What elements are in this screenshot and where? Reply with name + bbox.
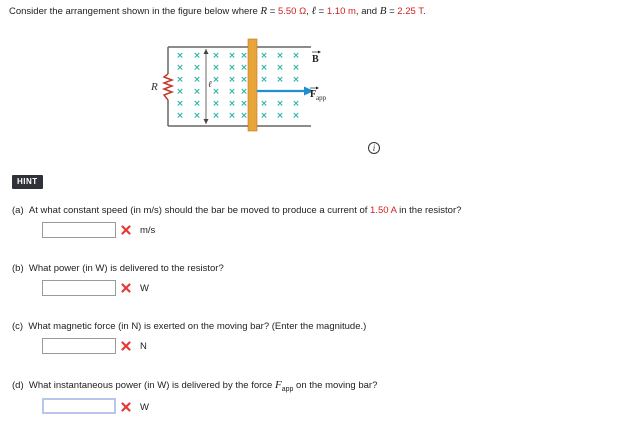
sep2: , and xyxy=(355,6,380,17)
info-icon[interactable]: i xyxy=(368,142,380,154)
sep1: , xyxy=(306,6,312,17)
l-value: 1.10 m xyxy=(326,6,356,17)
question-d-text-post: on the moving bar? xyxy=(293,380,378,391)
field-x-mark: × xyxy=(260,75,268,85)
incorrect-icon xyxy=(121,402,131,412)
question-a-text-post: in the resistor? xyxy=(396,205,462,216)
field-x-mark: × xyxy=(212,99,220,109)
field-x-mark: × xyxy=(276,51,284,61)
question-a-text-pre: At what constant speed (in m/s) should the bar be moved to produce a current of xyxy=(28,205,371,216)
field-x-mark: × xyxy=(240,75,248,85)
field-x-mark: × xyxy=(260,111,268,121)
field-x-mark: × xyxy=(212,51,220,61)
fapp-label: F xyxy=(310,89,317,100)
incorrect-icon xyxy=(121,225,131,235)
l-eq: = xyxy=(316,6,327,17)
incorrect-icon xyxy=(121,341,131,351)
field-x-mark: × xyxy=(260,99,268,109)
field-x-mark: × xyxy=(193,87,201,97)
hint-button[interactable]: HINT xyxy=(12,175,43,189)
field-x-mark: × xyxy=(176,51,184,61)
question-b-text: What power (in W) is delivered to the resistor? xyxy=(28,263,224,274)
field-x-mark: × xyxy=(176,63,184,73)
question-d xyxy=(12,379,377,393)
field-x-mark: × xyxy=(193,111,201,121)
unit-d: W xyxy=(140,402,149,413)
l-symbol: ℓ xyxy=(311,5,317,17)
b-eq: = xyxy=(386,6,398,17)
r-symbol: R xyxy=(260,5,268,17)
field-x-mark: × xyxy=(176,99,184,109)
question-a-label: (a) xyxy=(12,205,24,216)
field-x-mark: × xyxy=(228,51,236,61)
field-x-mark: × xyxy=(176,111,184,121)
circuit-diagram xyxy=(146,38,336,132)
field-x-mark: × xyxy=(292,99,300,109)
question-a-current: 1.50 A xyxy=(370,205,397,216)
f-vector-head xyxy=(316,87,319,90)
answer-b-input[interactable] xyxy=(42,280,116,296)
unit-c: N xyxy=(140,341,147,352)
field-x-mark: × xyxy=(276,111,284,121)
field-x-mark: × xyxy=(240,87,248,97)
field-x-mark: × xyxy=(212,75,220,85)
force-symbol: F xyxy=(274,379,282,391)
field-x-mark: × xyxy=(176,87,184,97)
problem-intro: Consider the arrangement shown in the figure below where xyxy=(9,6,261,17)
field-x-mark: × xyxy=(276,99,284,109)
field-x-mark: × xyxy=(292,51,300,61)
question-b xyxy=(12,263,224,274)
problem-statement xyxy=(9,5,426,17)
field-x-mark: × xyxy=(228,63,236,73)
resistor-icon xyxy=(164,74,172,100)
field-x-mark: × xyxy=(193,63,201,73)
magnetic-field-marks xyxy=(176,51,300,121)
field-x-mark: × xyxy=(193,75,201,85)
b-symbol: B xyxy=(379,5,387,17)
r-value: 5.50 Ω xyxy=(277,6,307,17)
question-d-label: (d) xyxy=(12,380,24,391)
answer-c-input[interactable] xyxy=(42,338,116,354)
question-d-text-pre: What instantaneous power (in W) is delivered by the force xyxy=(28,380,275,391)
fapp-sub: app xyxy=(316,94,327,102)
field-x-mark: × xyxy=(260,51,268,61)
field-x-mark: × xyxy=(193,51,201,61)
field-x-mark: × xyxy=(228,99,236,109)
answer-d-input[interactable] xyxy=(42,398,116,414)
field-x-mark: × xyxy=(228,87,236,97)
field-x-mark: × xyxy=(212,111,220,121)
field-x-mark: × xyxy=(212,63,220,73)
length-arrow-down xyxy=(204,119,209,124)
field-x-mark: × xyxy=(240,99,248,109)
field-x-mark: × xyxy=(240,111,248,121)
field-x-mark: × xyxy=(292,111,300,121)
field-x-mark: × xyxy=(240,51,248,61)
length-arrow-up xyxy=(204,49,209,54)
b-value: 2.25 T xyxy=(397,6,423,17)
field-x-mark: × xyxy=(212,87,220,97)
question-a xyxy=(12,205,461,216)
b-label: B xyxy=(312,54,319,65)
field-x-mark: × xyxy=(276,63,284,73)
r-eq: = xyxy=(267,6,278,17)
field-x-mark: × xyxy=(276,75,284,85)
force-sub: app xyxy=(281,386,294,393)
question-c-text: What magnetic force (in N) is exerted on the moving bar? (Enter the magnitude.) xyxy=(28,321,367,332)
answer-a-input[interactable] xyxy=(42,222,116,238)
incorrect-icon xyxy=(121,283,131,293)
question-c-label: (c) xyxy=(12,321,24,332)
end: . xyxy=(422,6,426,17)
field-x-mark: × xyxy=(260,63,268,73)
l-label: ℓ xyxy=(208,79,212,89)
circuit-figure xyxy=(146,38,336,132)
field-x-mark: × xyxy=(176,75,184,85)
field-x-mark: × xyxy=(193,99,201,109)
moving-bar xyxy=(248,39,257,131)
r-label: R xyxy=(151,81,158,93)
unit-a: m/s xyxy=(140,225,156,236)
field-x-mark: × xyxy=(228,75,236,85)
unit-b: W xyxy=(140,283,149,294)
question-b-label: (b) xyxy=(12,263,24,274)
question-c xyxy=(12,321,366,332)
field-x-mark: × xyxy=(292,75,300,85)
field-x-mark: × xyxy=(240,63,248,73)
field-x-mark: × xyxy=(228,111,236,121)
field-x-mark: × xyxy=(292,63,300,73)
